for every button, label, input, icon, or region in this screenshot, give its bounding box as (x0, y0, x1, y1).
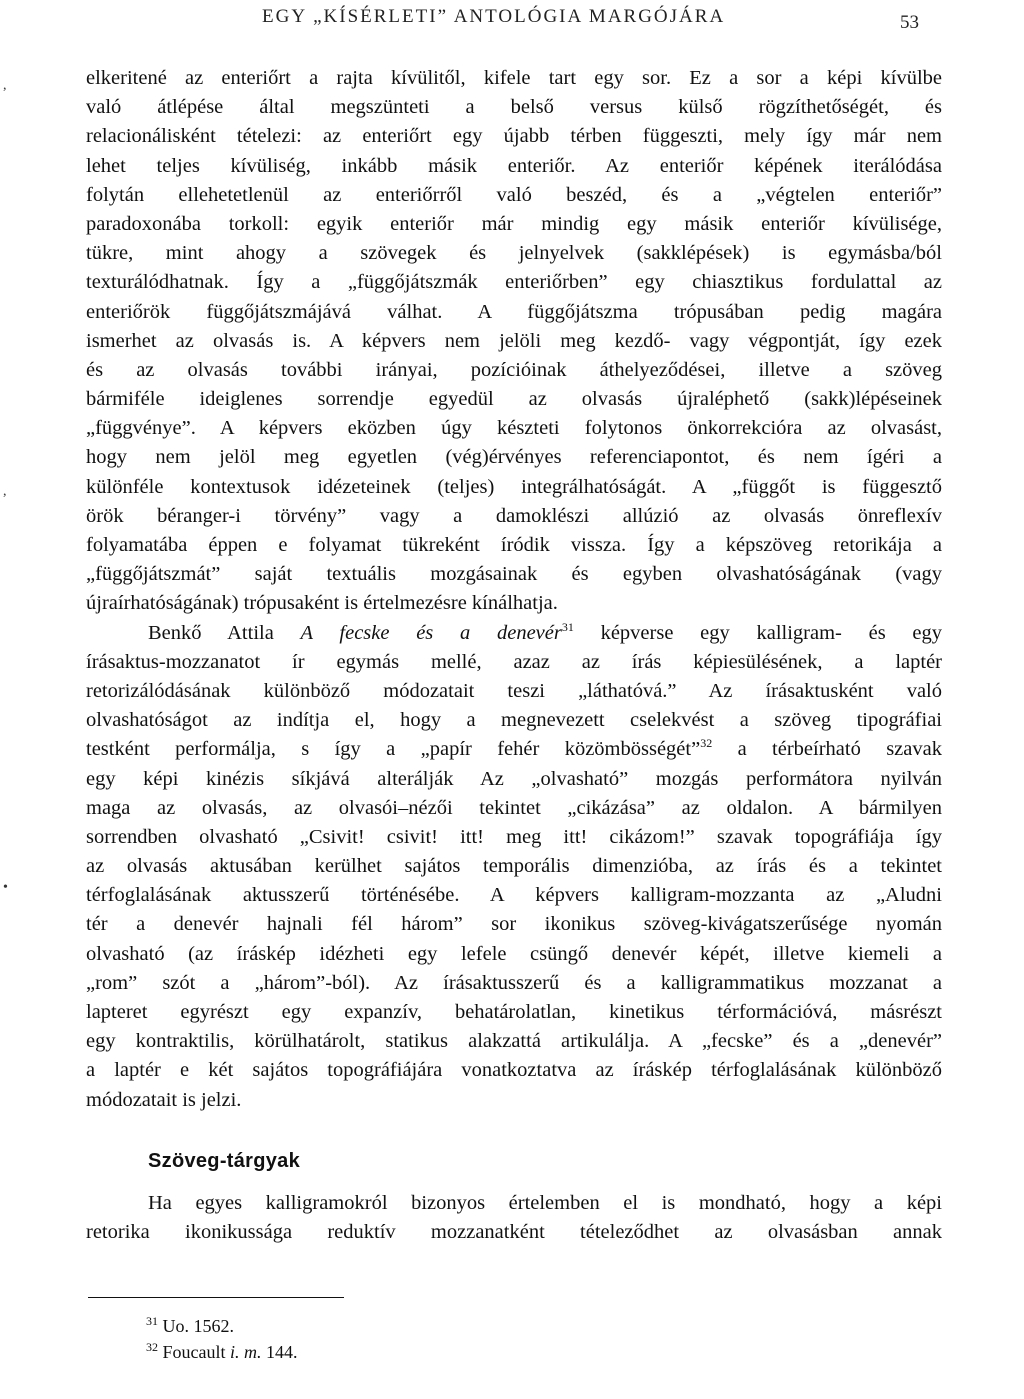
text-line: módozatait is jelzi. (86, 1088, 242, 1111)
text-line: lapteret egyrészt egy expanzív, behatárolatlan, kinetikus térformációvá, másrészt (86, 1001, 942, 1023)
text-line: térfoglalásának aktusszerű történésébe. A képvers kalligram-mozzanta az „Aludni (86, 884, 942, 907)
footnote-ref: 32 (700, 736, 713, 751)
text-line: és az olvasás további irányai, pozícióinak áthelyeződései, illetve a szöveg (86, 358, 942, 381)
text-line: enteriőrök függőjátszmájává válhat. A függőjátszma trópusában pedig magára (86, 300, 942, 323)
text-line: hogy nem jelöl meg egyetlen (vég)érvényes referenciapontot, és nem ígéri a (86, 446, 942, 469)
text-line: tükre, mint ahogy a szövegek és jelnyelvek (sakklépések) is egymásba/ból (86, 242, 942, 265)
text-fragment: Benkő Attila (148, 621, 301, 644)
work-title: A fecske és a denevér (300, 621, 562, 644)
text-line: különféle kontextusok idézeteinek (teljes) integrálhatóságát. A „függőt is függesztő (86, 475, 942, 498)
text-line: „rom” szót a „három”-ból). Az írásaktusszerű és a kalligrammatikus mozzanat a (86, 971, 942, 994)
text-line: folyamatába éppen e folyamat tükreként íródik vissza. Így a képszöveg retorikája a (86, 534, 942, 556)
footnotes (146, 1313, 298, 1365)
text-fragment: képverse egy kalligram- és egy (573, 621, 942, 644)
text-line: retorika ikonikussága reduktív mozzanatként tételeződhet az olvasásban annak (86, 1221, 942, 1244)
margin-mark: , (3, 78, 7, 93)
footnote-divider (88, 1297, 344, 1298)
page-number: 53 (900, 12, 919, 33)
text-line: relacionálisként tételezi: az enteriőrt egy újabb térben függeszti, mely így már nem (86, 125, 942, 148)
text-line: bármiféle ideiglenes sorrendje egyedül az olvasás újraléphető (sakk)lépéseinek (86, 388, 942, 411)
text-line: folytán ellehetetlenül az enteriőrről való beszéd, és a „végtelen enteriőr” (86, 183, 942, 206)
text-line: olvasható (az íráskép idézheti egy lefele csüngő denevér képét, illetve kiemeli a (86, 942, 942, 965)
footnote-31 (146, 1313, 298, 1339)
text-line: a laptér e két sajátos topográfiájára vonatkoztatva az íráskép térfoglalásának különböző (86, 1059, 942, 1082)
footnote-text: 144. (261, 1342, 298, 1362)
running-head: EGY „KÍSÉRLETI” ANTOLÓGIA MARGÓJÁRA (262, 6, 726, 27)
margin-mark: , (3, 484, 7, 499)
body-text (86, 64, 942, 1115)
text-line: texturálódhatnak. Így a „függőjátszmák enteriőrben” egy chiasztikus fordulattal az (86, 271, 942, 294)
footnote-32 (146, 1339, 298, 1365)
section-heading: Szöveg-tárgyak (148, 1150, 301, 1172)
text-line: paradoxonába torkoll: egyik enteriőr már mindig egy másik enteriőr kívülisége, (86, 212, 942, 235)
text-line: egy képi kinézis síkjává alterálják Az „olvasható” mozgás performátora nyilván (86, 767, 942, 790)
footnote-text: Foucault (162, 1342, 230, 1362)
text-line: örök béranger-i törvény” vagy a damoklészi allúzió az olvasás önreflexív (86, 504, 942, 527)
footnote-ref: 31 (561, 619, 574, 634)
text-line: való átlépése által megszünteti a belső versus külső rögzíthetőségét, és (86, 96, 942, 119)
footnote-number: 31 (146, 1314, 158, 1328)
text-line: „függőjátszmát” saját textuális mozgásainak és egyben olvashatóságának (vagy (86, 563, 942, 586)
text-line: egy kontraktilis, körülhatárolt, statikus alakzattá artikulálja. A „fecske” és a „denevér” (86, 1030, 942, 1053)
text-line: retorizálódásának különböző módozatait teszi „láthatóvá.” Az írásaktusként való (86, 679, 942, 702)
text-line: tér a denevér hajnali fél három” sor ikonikus szöveg-kivágatszerűsége nyomán (86, 913, 942, 936)
text-line: olvashatóságot az indítja el, hogy a megnevezett cselekvést a szöveg tipográfiai (86, 709, 942, 732)
footnote-italic: i. m. (230, 1342, 262, 1362)
text-line: újraírhatóságának) trópusaként is értelmezésre kínálhatja. (86, 592, 558, 615)
text-line (86, 619, 942, 648)
text-line: Ha egyes kalligramokról bizonyos értelemben el is mondható, hogy a képi (148, 1192, 942, 1214)
text-line: elkeritené az enteriőrt a rajta kívülitől, kifele tart egy sor. Ez a sor a képi kívülbe (86, 67, 942, 89)
margin-mark: • (3, 880, 8, 895)
text-line: ismerhet az olvasás is. A képvers nem jelöli meg kezdő- vagy végpontját, így ezek (86, 329, 942, 352)
section-body (86, 1189, 942, 1247)
text-line (86, 735, 942, 764)
text-line: írásaktus-mozzanatot ír egymás mellé, azaz az írás képiesülésének, a laptér (86, 650, 942, 673)
text-line: „függvénye”. A képvers eközben úgy készteti folytonos önkorrekcióra az olvasást, (86, 417, 942, 440)
footnote-number: 32 (146, 1340, 158, 1354)
footnote-text: Uo. 1562. (162, 1316, 234, 1336)
text-fragment: a térbeírható szavak (712, 738, 942, 761)
text-fragment: testként performálja, s így a „papír fehér közömbösségét” (86, 738, 701, 761)
text-line: az olvasás aktusában kerülhet sajátos temporális dimenzióba, az írás és a tekintet (86, 855, 942, 878)
text-line: sorrendben olvasható „Csivit! csivit! itt! meg itt! cikázom!” szavak topográfiája így (86, 825, 942, 848)
text-line: maga az olvasás, az olvasói–nézői tekintet „cikázása” az oldalon. A bármilyen (86, 796, 942, 819)
text-line: lehet teljes kívüliség, inkább másik enteriőr. Az enteriőr képének iterálódása (86, 154, 942, 177)
